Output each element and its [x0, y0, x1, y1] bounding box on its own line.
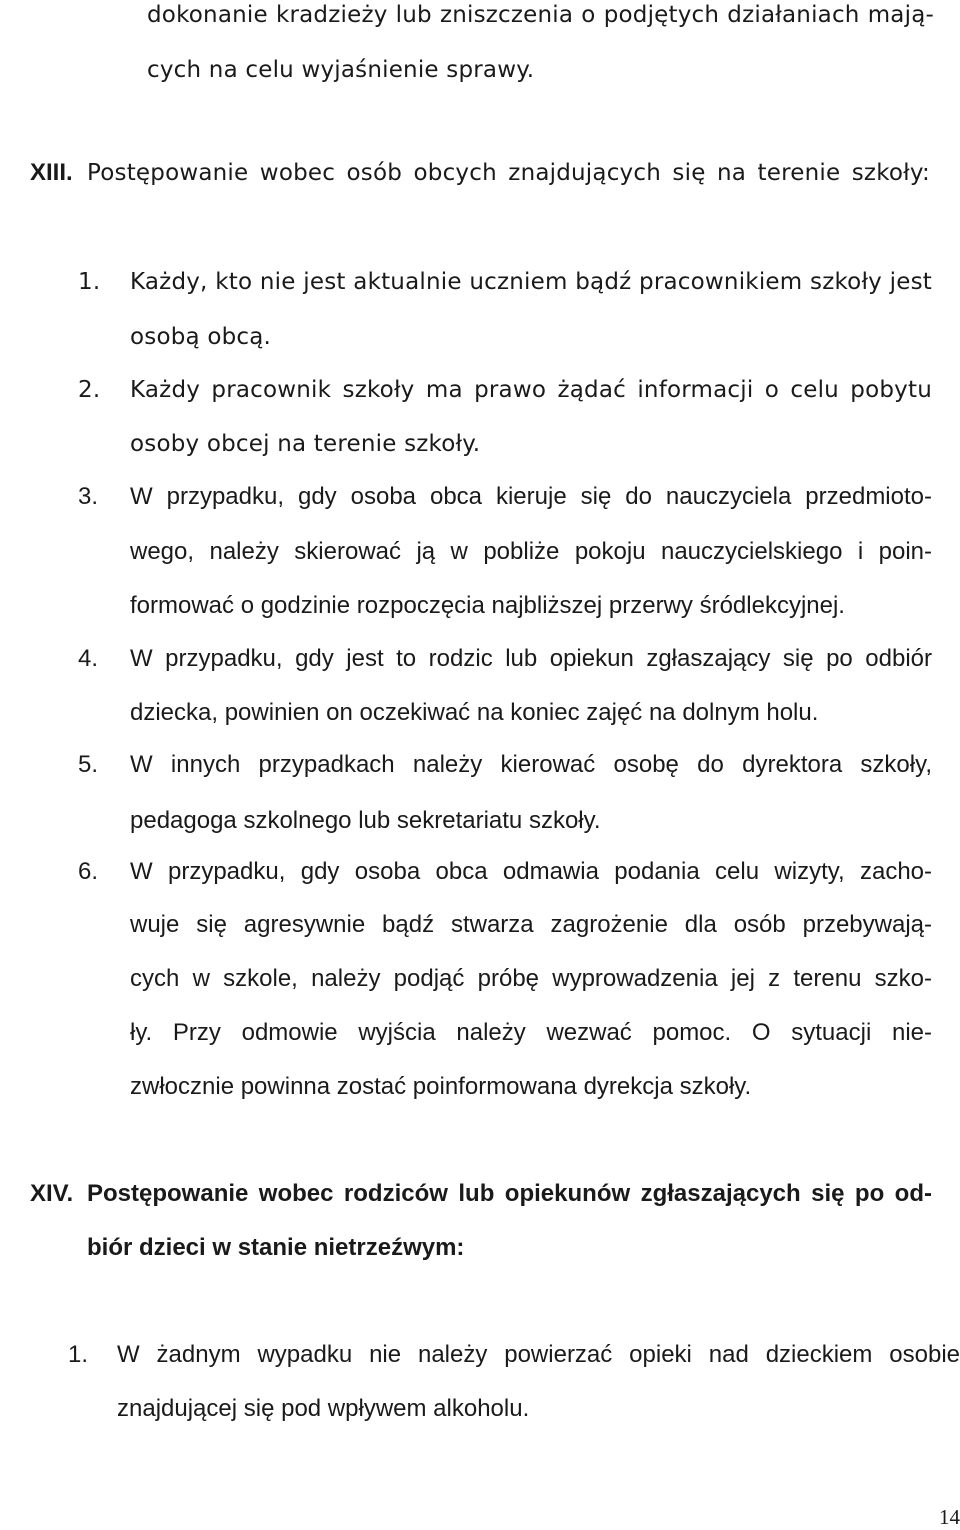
list-number: 4.: [78, 645, 99, 672]
list-item-line: osobą obcą.: [130, 324, 272, 350]
list-number: 3.: [78, 483, 99, 510]
list-item-line: wuje się agresywnie bądź stwarza zagrożenie dla osób przebywają-: [130, 911, 932, 938]
list-item-line: zwłocznie powinna zostać poinformowana dyrekcja szkoły.: [130, 1073, 752, 1100]
list-item-line: W przypadku, gdy osoba obca odmawia podania celu wizyty, zacho-: [130, 858, 932, 885]
list-item-line: znajdującej się pod wpływem alkoholu.: [117, 1395, 530, 1422]
list-item-line: ły. Przy odmowie wyjścia należy wezwać pomoc. O sytuacji nie-: [130, 1019, 932, 1046]
page-number: 14: [939, 1505, 960, 1529]
section-number: XIV.: [30, 1180, 74, 1207]
list-item-line: W przypadku, gdy osoba obca kieruje się do nauczyciela przedmioto-: [130, 483, 932, 510]
list-item-line: W innych przypadkach należy kierować osobę do dyrektora szkoły,: [130, 751, 932, 778]
list-item-line: osoby obcej na terenie szkoły.: [130, 431, 481, 457]
section-title: biór dzieci w stanie nietrzeźwym:: [87, 1234, 465, 1261]
intro-line: cych na celu wyjaśnienie sprawy.: [147, 57, 535, 83]
list-number: 6.: [78, 858, 99, 885]
list-number: 1.: [68, 1341, 89, 1368]
list-item-line: W żadnym wypadku nie należy powierzać opieki nad dzieckiem osobie: [117, 1341, 960, 1368]
intro-line: dokonanie kradzieży lub zniszczenia o podjętych działaniach mają-: [147, 2, 934, 28]
list-item-line: wego, należy skierować ją w pobliże pokoju nauczycielskiego i poin-: [130, 538, 932, 565]
list-item-line: pedagoga szkolnego lub sekretariatu szkoły.: [130, 807, 601, 834]
section-number: XIII.: [30, 159, 73, 186]
section-title: Postępowanie wobec rodziców lub opiekunów zgłaszających się po od-: [87, 1180, 932, 1207]
list-item-line: Każdy, kto nie jest aktualnie uczniem bądź pracownikiem szkoły jest: [130, 269, 932, 295]
list-item-line: formować o godzinie rozpoczęcia najbliższej przerwy śródlekcyjnej.: [130, 592, 845, 619]
list-number: 1.: [78, 269, 101, 295]
list-number: 2.: [78, 377, 101, 403]
section-title: Postępowanie wobec osób obcych znajdujących się na terenie szkoły:: [87, 160, 930, 186]
list-item-line: W przypadku, gdy jest to rodzic lub opiekun zgłaszający się po odbiór: [130, 645, 932, 672]
list-item-line: Każdy pracownik szkoły ma prawo żądać informacji o celu pobytu: [130, 377, 932, 403]
list-item-line: cych w szkole, należy podjąć próbę wyprowadzenia jej z terenu szko-: [130, 965, 932, 992]
list-item-line: dziecka, powinien on oczekiwać na koniec zajęć na dolnym holu.: [130, 699, 819, 726]
list-number: 5.: [78, 751, 99, 778]
